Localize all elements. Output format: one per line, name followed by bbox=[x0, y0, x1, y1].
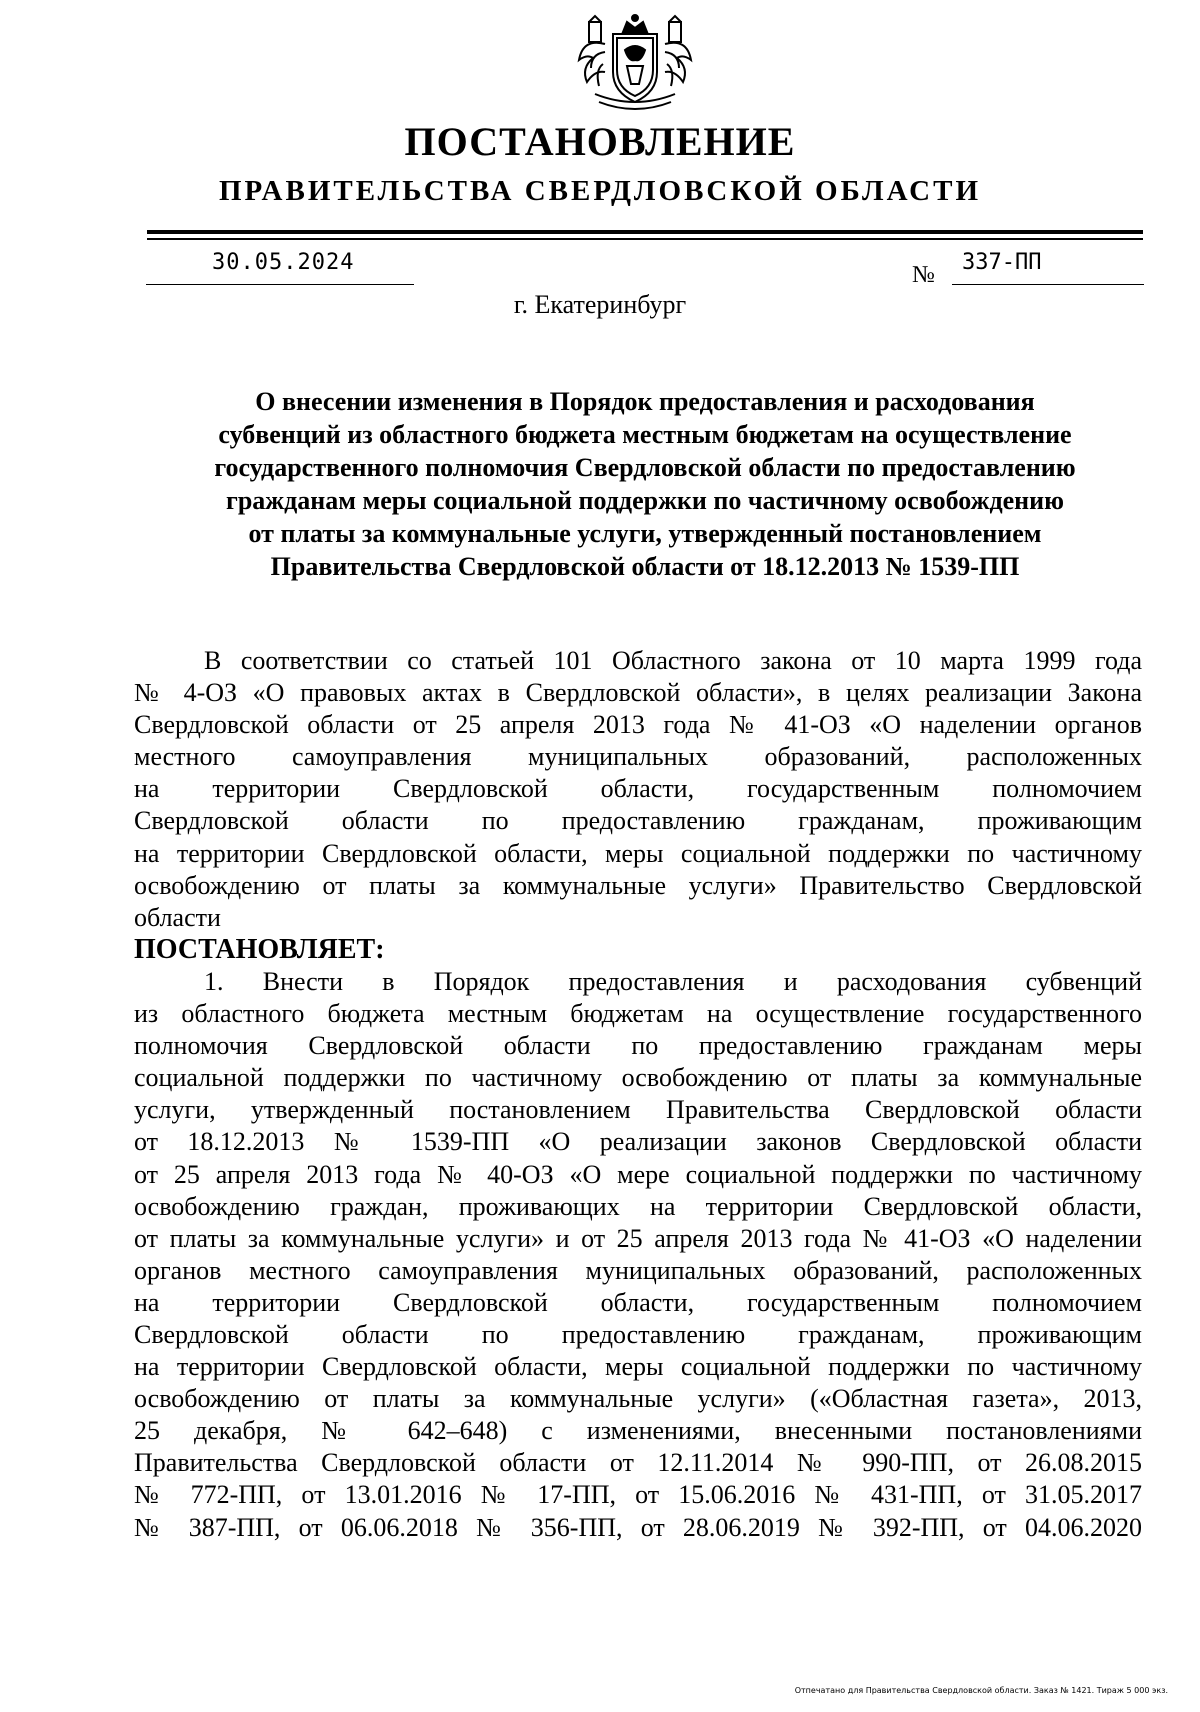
title-line: от платы за коммунальные услуги, утвержденный постановлением bbox=[248, 519, 1042, 548]
item-line: от 25 апреля 2013 года № 40-ОЗ «О мере социальной поддержки по частичному bbox=[134, 1159, 1142, 1189]
item-line: освобождению граждан, проживающих на территории Свердловской области, bbox=[134, 1191, 1142, 1221]
preamble-line: на территории Свердловской области, государственным полномочием bbox=[134, 774, 1142, 804]
item-line: социальной поддержки по частичному освобождению от платы за коммунальные bbox=[134, 1063, 1142, 1093]
item-line: от платы за коммунальные услуги» и от 25 апреля 2013 года № 41-ОЗ «О наделении bbox=[134, 1223, 1142, 1253]
item-line: органов местного самоуправления муниципальных образований, расположенных bbox=[134, 1255, 1142, 1285]
resolves-heading: ПОСТАНОВЛЯЕТ: bbox=[134, 933, 385, 965]
print-footer: Отпечатано для Правительства Свердловской области. Заказ № 1421. Тираж 5 000 экз. bbox=[794, 1686, 1168, 1695]
preamble-line: В соответствии со статьей 101 Областного закона от 10 марта 1999 года bbox=[204, 646, 1142, 675]
document-date: 30.05.2024 bbox=[212, 250, 355, 275]
number-sign: № bbox=[912, 262, 935, 288]
item-line: услуги, утвержденный постановлением Правительства Свердловской области bbox=[134, 1095, 1142, 1125]
number-underline bbox=[952, 284, 1144, 285]
document-type: ПОСТАНОВЛЕНИЕ bbox=[404, 119, 796, 164]
title-line: субвенций из областного бюджета местным бюджетам на осуществление bbox=[218, 420, 1072, 449]
item-line: от 18.12.2013 № 1539-ПП «О реализации законов Свердловской области bbox=[134, 1127, 1142, 1157]
item-line: Свердловской области по предоставлению гражданам, проживающим bbox=[134, 1319, 1142, 1349]
title-line: государственного полномочия Свердловской области по предоставлению bbox=[214, 453, 1076, 482]
title-line: Правительства Свердловской области от 18.12.2013 № 1539-ПП bbox=[270, 552, 1020, 581]
issuing-authority: ПРАВИТЕЛЬСТВА СВЕРДЛОВСКОЙ ОБЛАСТИ bbox=[218, 175, 982, 207]
preamble-line: освобождению от платы за коммунальные услуги» Правительство Свердловской bbox=[134, 870, 1142, 900]
document-number: 337-ПП bbox=[962, 250, 1042, 275]
issue-city: г. Екатеринбург bbox=[513, 290, 687, 319]
item-line: полномочия Свердловской области по предоставлению гражданам меры bbox=[134, 1031, 1142, 1061]
item-line: Правительства Свердловской области от 12.11.2014 № 990-ПП, от 26.08.2015 bbox=[134, 1448, 1142, 1478]
item-line: на территории Свердловской области, меры социальной поддержки по частичному bbox=[134, 1352, 1142, 1382]
header-rule-thin bbox=[147, 238, 1143, 240]
item-line: освобождению от платы за коммунальные услуги» («Областная газета», 2013, bbox=[134, 1384, 1142, 1414]
header-rule-thick bbox=[147, 230, 1143, 234]
preamble-line: на территории Свердловской области, меры социальной поддержки по частичному bbox=[134, 838, 1142, 868]
preamble-line: области bbox=[134, 902, 221, 932]
document-body bbox=[134, 645, 1142, 1544]
preamble-paragraph bbox=[134, 645, 1142, 934]
title-line: О внесении изменения в Порядок предоставления и расходования bbox=[255, 387, 1035, 416]
item-line: № 772-ПП, от 13.01.2016 № 17-ПП, от 15.06.2016 № 431-ПП, от 31.05.2017 bbox=[134, 1480, 1142, 1510]
item-line: на территории Свердловской области, государственным полномочием bbox=[134, 1287, 1142, 1317]
item-1-paragraph bbox=[134, 966, 1142, 1544]
item-line: из областного бюджета местным бюджетам на осуществление государственного bbox=[134, 999, 1142, 1029]
preamble-line: местного самоуправления муниципальных образований, расположенных bbox=[134, 742, 1142, 772]
document-title bbox=[148, 385, 1142, 583]
date-underline bbox=[146, 284, 414, 285]
coat-of-arms-icon bbox=[565, 10, 705, 122]
preamble-line: № 4-ОЗ «О правовых актах в Свердловской области», в целях реализации Закона bbox=[134, 678, 1142, 708]
preamble-line: Свердловской области по предоставлению гражданам, проживающим bbox=[134, 806, 1142, 836]
item-line: 1. Внести в Порядок предоставления и расходования субвенций bbox=[204, 966, 1142, 996]
item-line: № 387-ПП, от 06.06.2018 № 356-ПП, от 28.06.2019 № 392-ПП, от 04.06.2020 bbox=[134, 1512, 1142, 1542]
item-line: 25 декабря, № 642–648) с изменениями, внесенными постановлениями bbox=[134, 1416, 1142, 1446]
title-line: гражданам меры социальной поддержки по частичному освобождению bbox=[226, 486, 1064, 515]
preamble-line: Свердловской области от 25 апреля 2013 года № 41-ОЗ «О наделении органов bbox=[134, 710, 1142, 740]
